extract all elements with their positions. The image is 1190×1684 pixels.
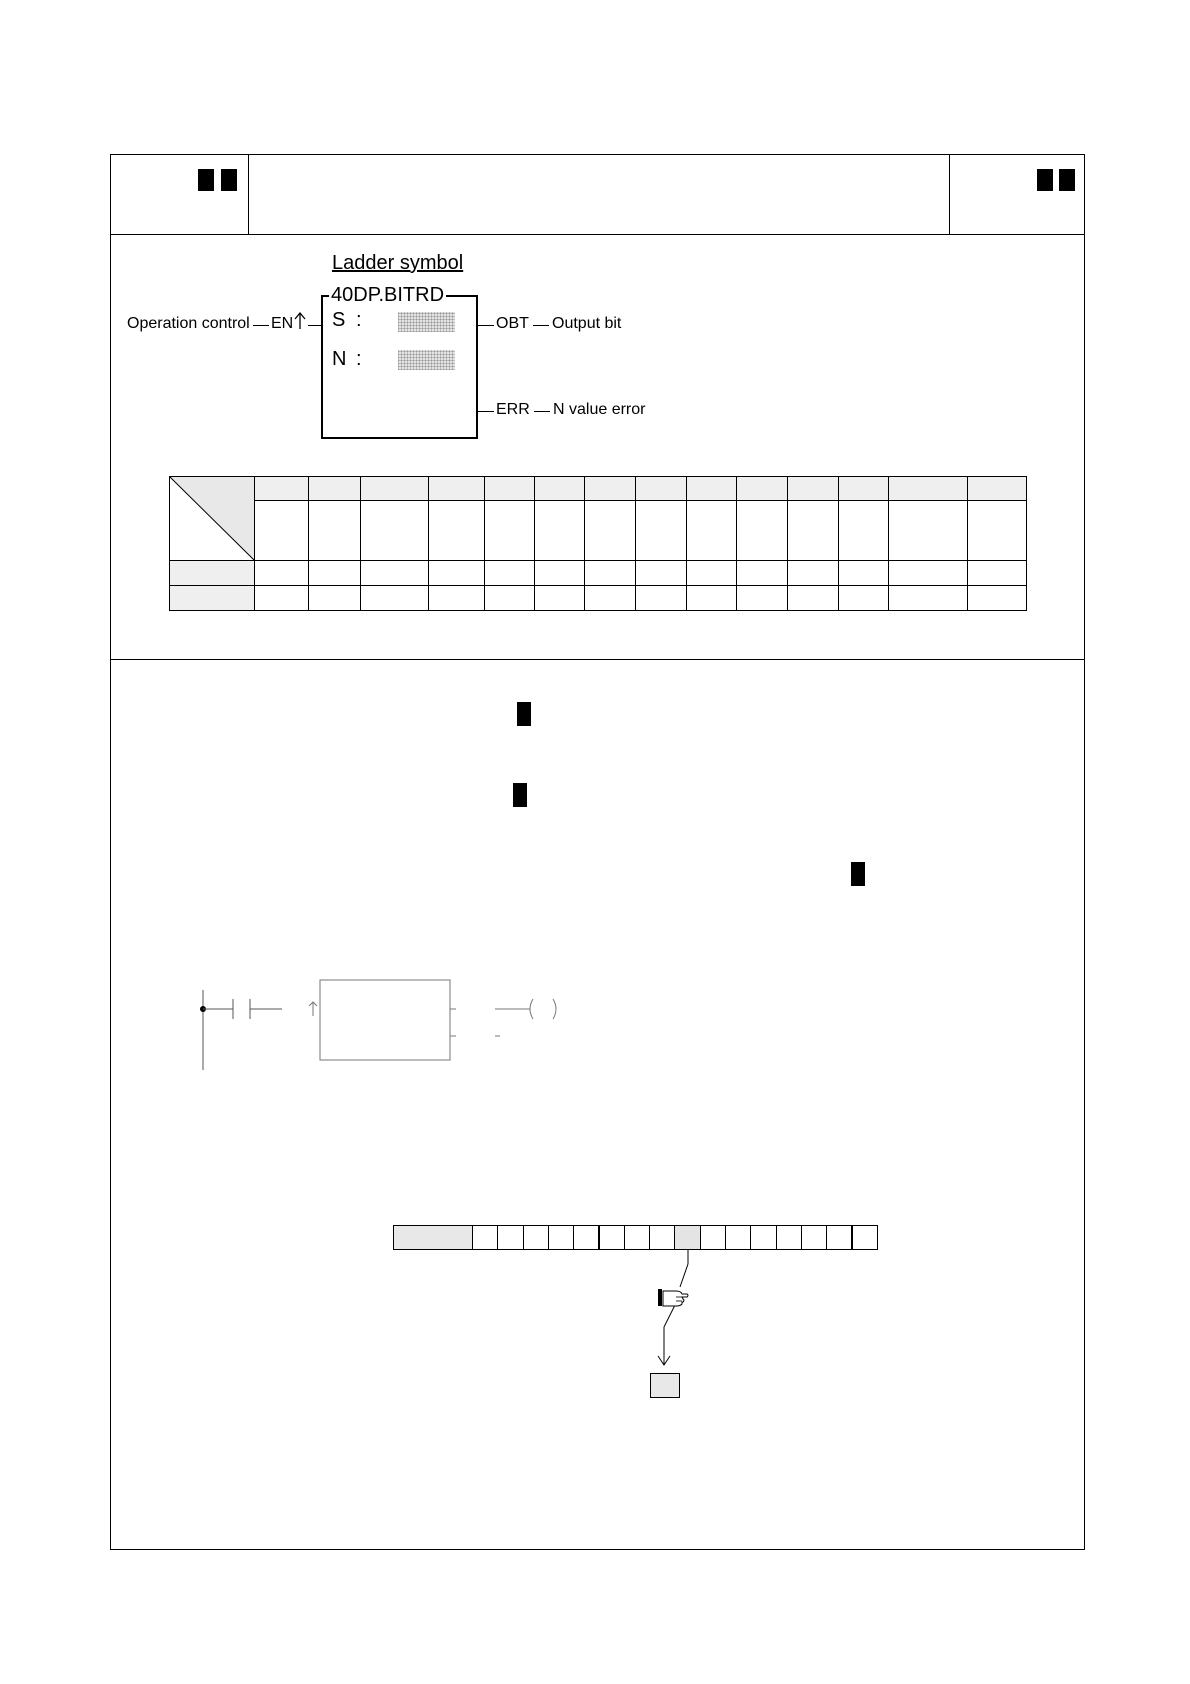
ladder-symbol-title: Ladder symbol (332, 252, 464, 274)
en-stub-line (308, 325, 321, 326)
err-output-label: N value error (553, 401, 646, 418)
section-rule (110, 659, 1085, 660)
bit-cell (700, 1225, 726, 1250)
table-row (170, 586, 1027, 611)
err-stub-line (478, 411, 494, 412)
bit-cell (497, 1225, 523, 1250)
bit-cell (776, 1225, 802, 1250)
rising-edge-icon (293, 311, 307, 331)
n-pin-label: N (332, 348, 347, 370)
table-row (170, 501, 1027, 561)
bit-cell (523, 1225, 549, 1250)
header-divider-left (248, 154, 249, 234)
obt-pin-label: OBT (496, 315, 529, 332)
output-bit-box (650, 1373, 680, 1398)
bit-register-label-cell (393, 1225, 473, 1250)
obt-stub-line (478, 325, 494, 326)
en-input-label: Operation control (127, 315, 250, 332)
function-block-name: 40DP.BITRD (331, 284, 445, 306)
s-operand-placeholder (398, 312, 455, 332)
bit-cell (472, 1225, 498, 1250)
header-divider-right (949, 154, 950, 234)
header-left-glyph-1 (198, 169, 214, 191)
bit-cell (852, 1225, 878, 1250)
bit-cell (725, 1225, 751, 1250)
s-pin-colon: : (356, 309, 362, 331)
bit-cell (674, 1225, 700, 1250)
obt-output-label: Output bit (552, 315, 622, 332)
header-right-glyph-2 (1059, 169, 1075, 191)
err-connector-line (534, 411, 550, 412)
bit-cell (649, 1225, 675, 1250)
header-bottom-rule (110, 234, 1085, 235)
en-pin-label: EN (271, 315, 294, 332)
bit-cell (826, 1225, 852, 1250)
err-pin-label: ERR (496, 401, 530, 418)
table-row (170, 561, 1027, 586)
hand-pointer-icon (656, 1285, 690, 1311)
s-pin-label: S (332, 309, 346, 331)
bit-cell (599, 1225, 625, 1250)
bit-cell (624, 1225, 650, 1250)
table-row (170, 477, 1027, 501)
example-ladder-diagram (190, 970, 570, 1070)
bit-cell (801, 1225, 827, 1250)
description-glyph-3 (851, 862, 865, 886)
bit-cell (573, 1225, 599, 1250)
obt-connector-line (533, 325, 549, 326)
en-input-line (253, 325, 269, 326)
header-left-glyph-2 (221, 169, 237, 191)
header-right-glyph-1 (1037, 169, 1053, 191)
description-glyph-2 (513, 783, 527, 807)
description-glyph-1 (517, 702, 531, 726)
n-operand-placeholder (398, 350, 455, 370)
bit-cell (548, 1225, 574, 1250)
table-corner-cell (170, 477, 255, 561)
n-pin-colon: : (356, 348, 362, 370)
page-frame (110, 154, 1085, 1550)
bit-cell (750, 1225, 776, 1250)
operand-table (169, 476, 1027, 611)
